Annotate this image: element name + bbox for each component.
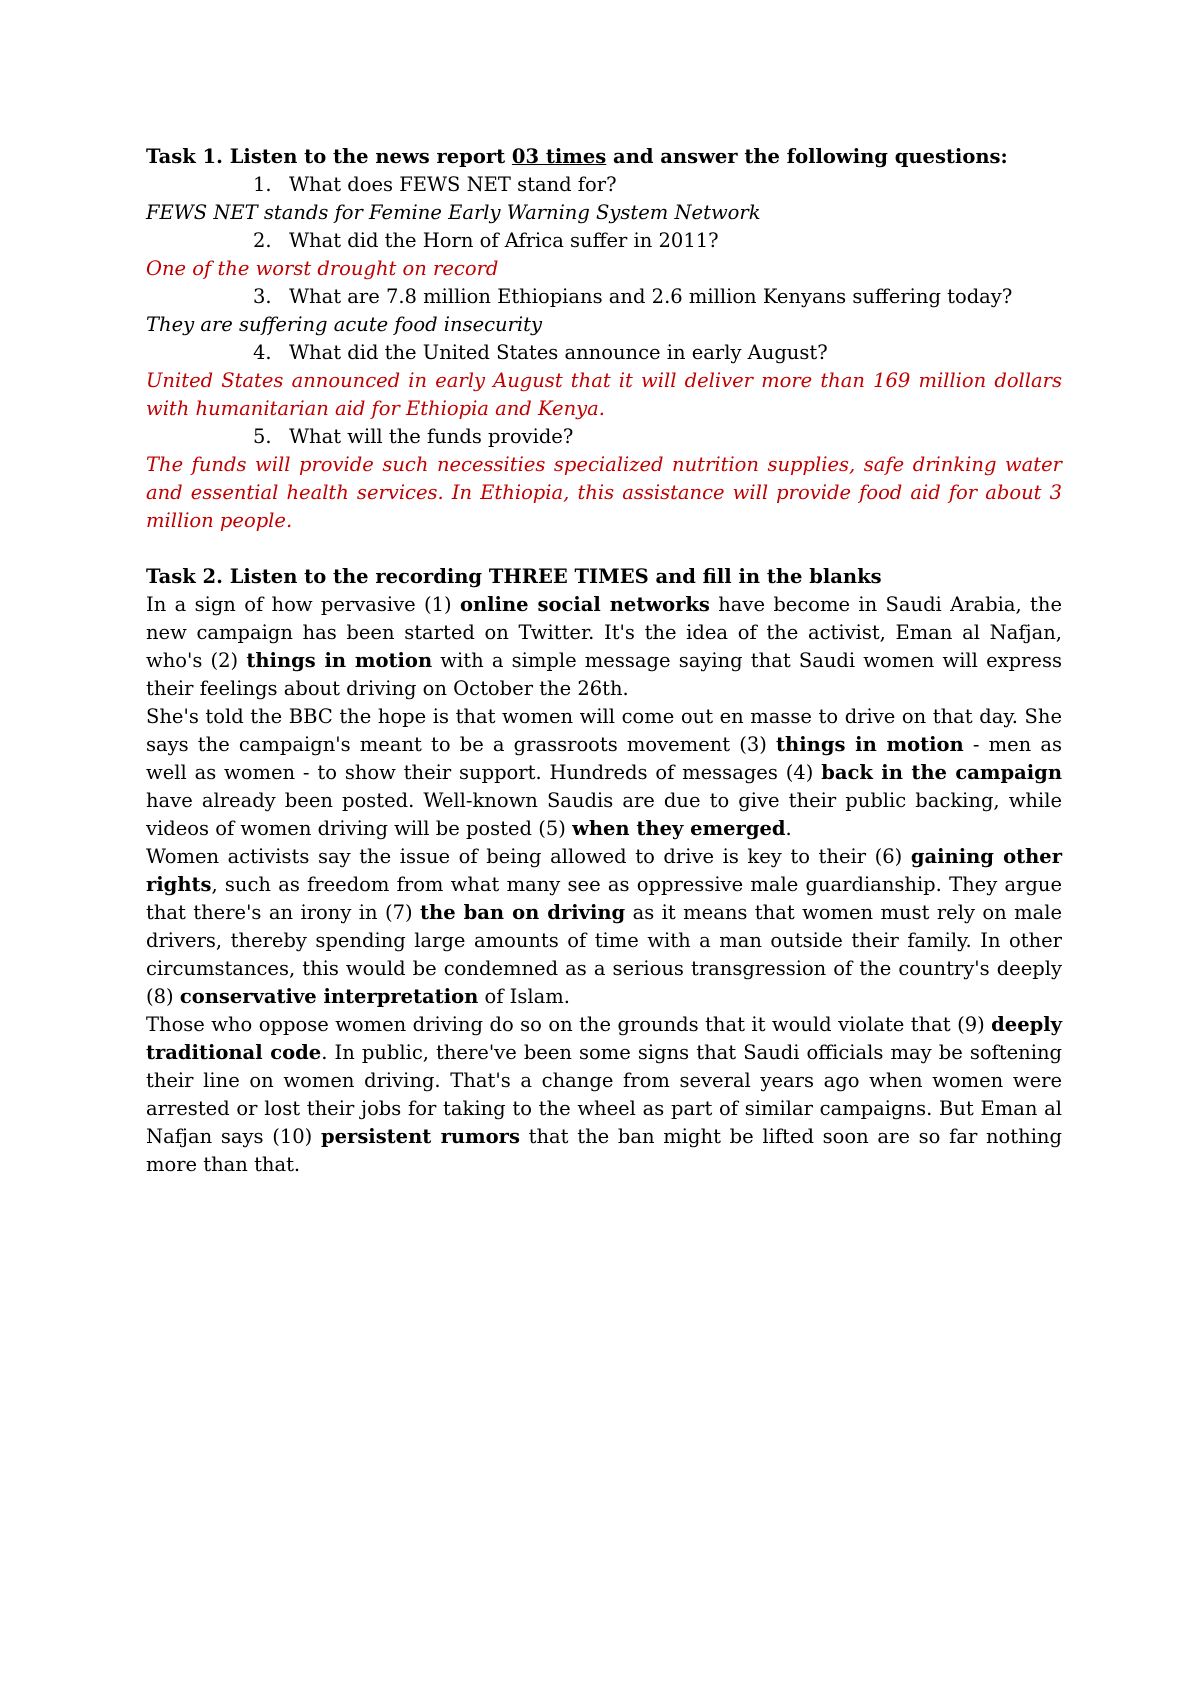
task2-heading: Task 2. Listen to the recording THREE TIMES and fill in the blanks <box>146 565 882 588</box>
task1-question-list <box>146 171 1062 535</box>
question-text: What will the funds provide? <box>289 425 574 448</box>
filled-blank: things in motion <box>776 733 964 756</box>
question-3 <box>146 283 1062 311</box>
passage-text: . <box>785 817 792 840</box>
question-number: 3. <box>253 285 272 308</box>
question-text: What did the United States announce in early August? <box>289 341 828 364</box>
passage-text: She's told the BBC the hope is that women will come out en masse to drive on that day. She says the campaign's meant to be a grassroots movement (3) <box>146 705 1062 756</box>
task2-paragraph-3 <box>146 843 1062 1011</box>
question-text: What did the Horn of Africa suffer in 2011? <box>289 229 719 252</box>
task1-heading-post: and answer the following questions: <box>606 145 1008 168</box>
task2-paragraph-4 <box>146 1011 1062 1179</box>
task1-heading-pre: Task 1. Listen to the news report <box>146 145 512 168</box>
question-2 <box>146 227 1062 255</box>
filled-blank: back in the campaign <box>821 761 1062 784</box>
passage-text: as it means that women must rely on male drivers, thereby spending large amounts of time with a man outside their family. In other circumstances, this would be condemned as a serious transgression of the country's deeply (8) <box>146 901 1063 1008</box>
passage-text: of Islam. <box>478 985 570 1008</box>
filled-blank: persistent rumors <box>321 1125 520 1148</box>
filled-blank: online social networks <box>459 593 710 616</box>
question-number: 5. <box>253 425 272 448</box>
filled-blank: things in motion <box>246 649 433 672</box>
answer-2: One of the worst drought on record <box>146 257 499 280</box>
passage-text: with a simple message saying that Saudi women will express their feelings about driving on October the 26th. <box>146 649 1062 700</box>
question-number: 1. <box>253 173 272 196</box>
passage-text: have become in Saudi Arabia, the new campaign has been started on Twitter. It's the idea of the activist, Eman al Nafjan, who's (2) <box>146 593 1062 672</box>
passage-text: Those who oppose women driving do so on the grounds that it would violate that (9) <box>146 1013 992 1036</box>
task1-heading-underlined: 03 times <box>511 145 607 168</box>
passage-text: . In public, there've been some signs that Saudi officials may be softening their line on women driving. That's a change from several years ago when women were arrested or lost their jobs for taking to the wheel as part of similar campaigns. But Eman al Nafjan says (10) <box>146 1041 1062 1148</box>
filled-blank: conservative interpretation <box>179 985 479 1008</box>
question-5 <box>146 423 1062 451</box>
filled-blank: the ban on driving <box>420 901 626 924</box>
passage-text: In a sign of how pervasive (1) <box>146 593 460 616</box>
question-text: What does FEWS NET stand for? <box>289 173 617 196</box>
answer-5: The funds will provide such necessities specialized nutrition supplies, safe drinking water and essential health services. In Ethiopia, this assistance will provide food aid for about 3 million people. <box>146 453 1062 532</box>
passage-text: , such as freedom from what many see as oppressive male guardianship. They argue that there's an irony in (7) <box>146 873 1062 924</box>
task2-passage <box>146 591 1062 1179</box>
passage-text: - men as well as women - to show their support. Hundreds of messages (4) <box>146 733 1062 784</box>
filled-blank: gaining other rights <box>146 845 1062 896</box>
question-4 <box>146 339 1062 367</box>
task1-heading <box>146 143 1062 171</box>
passage-text: that the ban might be lifted soon are so far nothing more than that. <box>146 1125 1062 1176</box>
question-text: What are 7.8 million Ethiopians and 2.6 million Kenyans suffering today? <box>289 285 1013 308</box>
document-page <box>146 143 1062 1179</box>
filled-blank: when they emerged <box>572 817 786 840</box>
task2-paragraph-2 <box>146 703 1062 843</box>
passage-text: have already been posted. Well-known Saudis are due to give their public backing, while videos of women driving will be posted (5) <box>146 789 1062 840</box>
section-spacer <box>146 535 1062 563</box>
answer-3: They are suffering acute food insecurity <box>146 313 543 336</box>
question-number: 2. <box>253 229 272 252</box>
answer-4: United States announced in early August that it will deliver more than 169 million dollars with humanitarian aid for Ethiopia and Kenya. <box>146 369 1062 420</box>
answer-1: FEWS NET stands for Femine Early Warning System Network <box>146 201 761 224</box>
question-1 <box>146 171 1062 199</box>
passage-text: Women activists say the issue of being allowed to drive is key to their (6) <box>146 845 911 868</box>
filled-blank: deeply traditional code <box>146 1013 1062 1064</box>
task2-paragraph-1 <box>146 591 1062 703</box>
question-number: 4. <box>253 341 272 364</box>
